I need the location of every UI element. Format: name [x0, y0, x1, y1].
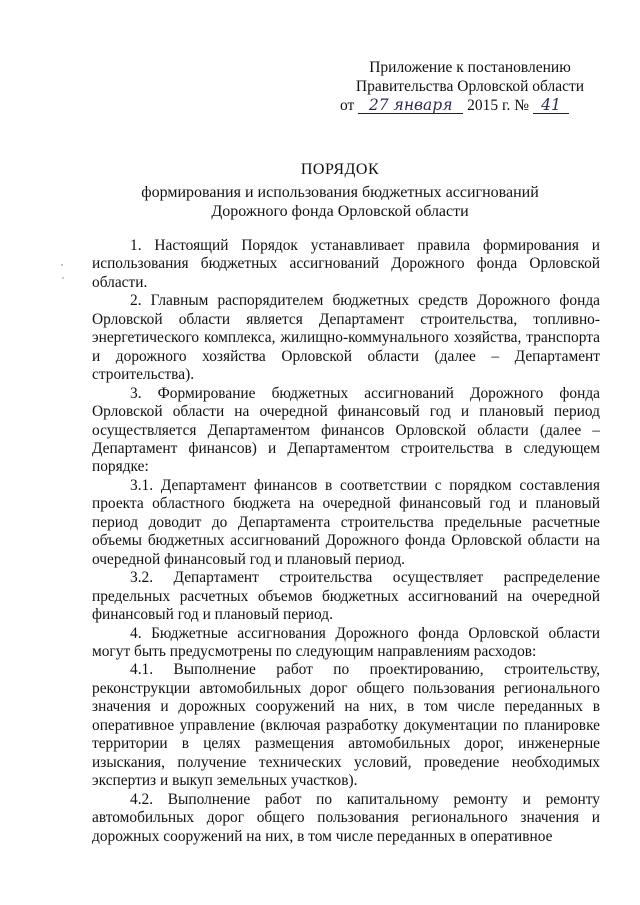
paragraph-4-2: 4.2. Выполнение работ по капитальному ремонту и ремонту автомобильных дорог общего пользования регионального значения и дорожных сооружений на них, в том числе переданных в оперативное [92, 790, 600, 845]
title-subtitle-2: Дорожного фонда Орловской области [211, 203, 469, 220]
scan-specks [60, 262, 66, 282]
appendix-line-2: Правительства Орловской области [355, 78, 585, 95]
document-title [90, 160, 590, 221]
appendix-header [340, 58, 600, 115]
paragraph-4-1: 4.1. Выполнение работ по проектированию, строительству, реконструкции автомобильных дорог общего пользования регионального значения и дорожных сооружений на них, в том числе переданных в оперативное управление (включая разработку документации по планировке территории в целях размещения автомобильных дорог, инженерные изыскания, получение технических условий, проведение необходимых экспертиз и выкуп земельных участков). [92, 661, 600, 790]
paragraph-4: 4. Бюджетные ассигнования Дорожного фонда Орловской области могут быть предусмотрены по следующим направлениям расходов: [92, 624, 600, 660]
title-subtitle-1: формирования и использования бюджетных ассигнований [141, 184, 539, 201]
year-text: 2015 г. № [467, 97, 530, 114]
paragraph-1: 1. Настоящий Порядок устанавливает правила формирования и использования бюджетных ассигнований Дорожного фонда Орловской области. [92, 237, 600, 291]
paragraph-3-1: 3.1. Департамент финансов в соответствии с порядком составления проекта областного бюджета на очередной финансовый год и плановый период доводит до Департамента строительства предельные расчетные объемы бюджетных ассигнований Дорожного фонда Орловской области на очередной финансовый год и плановый период. [92, 476, 600, 568]
appendix-date-line [340, 96, 600, 115]
appendix-line-1: Приложение к постановлению [369, 59, 571, 76]
document-body [92, 237, 600, 846]
date-prefix: от [340, 97, 355, 114]
handwritten-date: 27 января [358, 97, 463, 114]
title-main: ПОРЯДОК [300, 161, 380, 178]
paragraph-3-2: 3.2. Департамент строительства осуществляет распределение предельных расчетных объемов бюджетных ассигнований на очередной финансовый год и плановый период. [92, 569, 600, 624]
paragraph-3: 3. Формирование бюджетных ассигнований Дорожного фонда Орловской области на очередной финансовый год и плановый период осуществляется Департаментом финансов Орловской области (далее – Департамент финансов) и Департаментом строительства в следующем порядке: [92, 384, 600, 476]
handwritten-number: 41 [533, 97, 569, 114]
paragraph-2: 2. Главным распорядителем бюджетных средств Дорожного фонда Орловской области является Департамент строительства, топливно-энергетического комплекса, жилищно-коммунального хозяйства, транспорта и дорожного хозяйства Орловской области (далее – Департамент строительства). [92, 292, 600, 384]
